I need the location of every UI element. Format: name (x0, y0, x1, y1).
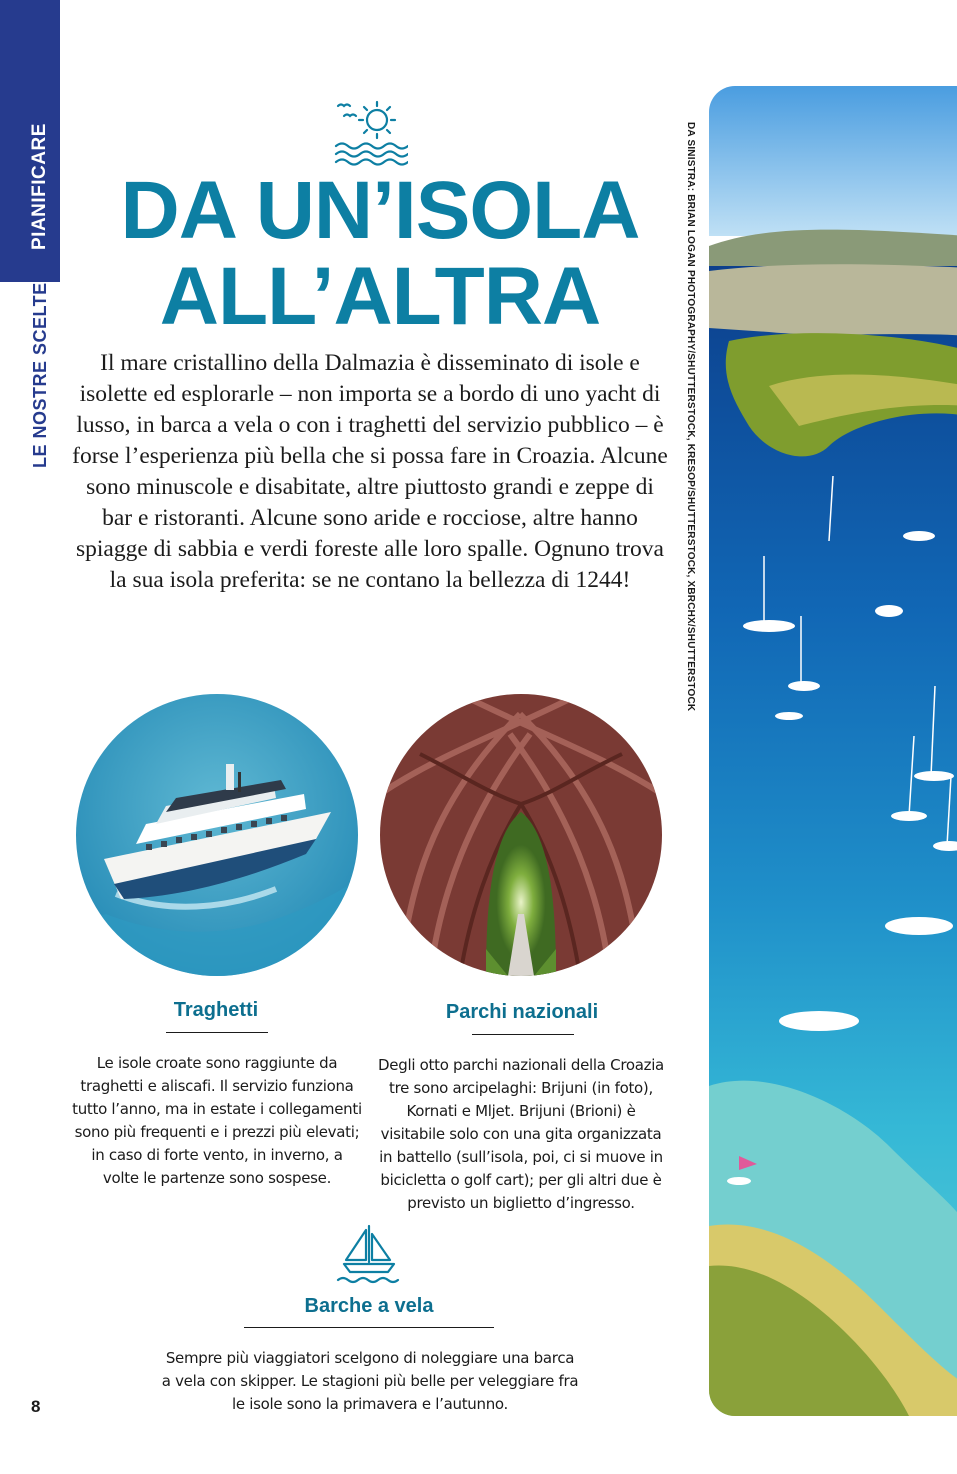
title-line-1: DA UN’ISOLA (120, 165, 640, 256)
title-line-2: ALL’ALTRA (159, 251, 601, 342)
section-text-national-parks: Degli otto parchi nazionali della Croazia tre sono arcipelaghi: Brijuni (in foto), Kornati e Mljet. Brijuni (Brioni) è visitabile solo con una gita organizzata in battello (sull’isola, poi, ci si muove in bicicletta o golf cart); per gli altri due è previsto un biglietto d’ingresso. (378, 1056, 664, 1212)
pine-avenue-photo (380, 694, 662, 976)
section-tab-label: PIANIFICARE (29, 123, 50, 250)
chapter-label: LE NOSTRE SCELTE (30, 282, 50, 468)
sun-waves-icon (330, 96, 408, 168)
sailboat-icon (336, 1222, 402, 1286)
section-rule-sailboats (244, 1327, 494, 1328)
ferry-photo (76, 694, 358, 976)
section-rule-ferries (166, 1032, 268, 1033)
section-title-ferries: Traghetti (173, 999, 259, 1021)
section-tab (0, 0, 60, 282)
hero-photo-archipelago (709, 86, 957, 1416)
photo-credit: DA SINISTRA: BRIAN LOGAN PHOTOGRAPHY/SHUTTERSTOCK, KRESOP/SHUTTERSTOCK, XBRCHX/SHUTTERSTOCK (685, 122, 696, 712)
intro-paragraph: Il mare cristallino della Dalmazia è disseminato di isole e isolette ed esplorarle – non importa se a bordo di uno yacht di lusso, in barca a vela o con i traghetti del servizio pubblico – è forse l’esperienza più bella che si possa fare in Croazia. Alcune sono minuscole e disabitate, altre piuttosto grandi e zeppe di bar e ristoranti. Alcune sono aride e rocciose, altre hanno spiagge di sabbia e verdi foreste alle loro spalle. Ognuno trova la sua isola preferita: se ne contano la bellezza di 1244! (72, 350, 668, 593)
page-number: 8 (31, 1397, 41, 1416)
section-text-sailboats: Sempre più viaggiatori scelgono di noleggiare una barca a vela con skipper. Le stagioni più belle per veleggiare fra le isole sono la primavera e l’autunno. (161, 1349, 579, 1413)
page-title (60, 165, 700, 342)
section-text-ferries: Le isole croate sono raggiunte da traghetti e aliscafi. Il servizio funziona tutto l’anno, ma in estate i collegamenti sono più frequenti e i prezzi più elevati; in caso di forte vento, in inverno, a volte le partenze sono sospese. (72, 1054, 362, 1187)
section-rule-national-parks (472, 1034, 574, 1035)
section-title-national-parks: Parchi nazionali (445, 1001, 599, 1023)
section-title-sailboats: Barche a vela (304, 1295, 434, 1317)
